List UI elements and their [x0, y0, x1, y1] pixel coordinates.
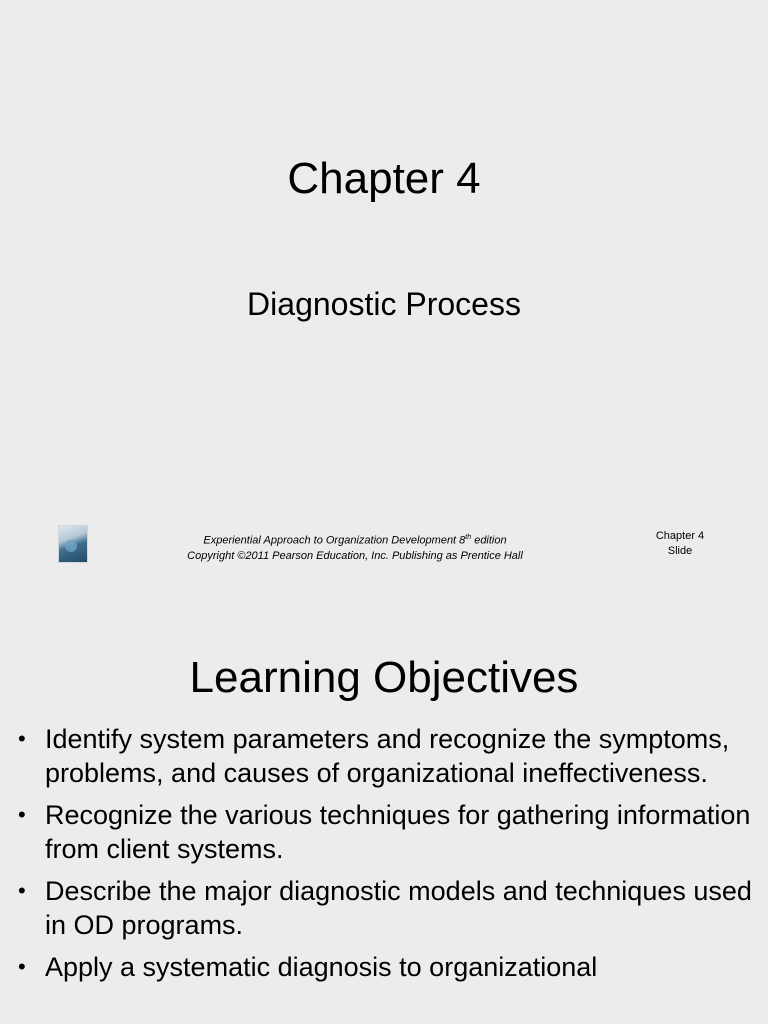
slide-title-heading: Chapter 4 — [287, 154, 481, 203]
footer-slide-label: Slide — [667, 545, 693, 557]
footer-citation-sup: th — [465, 534, 472, 541]
footer-citation-text: Experiential Approach to Organization Development 8 — [203, 534, 466, 547]
objective-item — [16, 874, 756, 942]
slide-footer — [0, 525, 768, 570]
footer-citation — [140, 530, 570, 564]
objective-text: Recognize the various techniques for gathering information from client systems. — [45, 800, 751, 864]
bullet-icon: • — [18, 726, 26, 751]
footer-slide-info — [640, 529, 720, 559]
slide-subtitle: Diagnostic Process — [247, 286, 521, 322]
footer-citation-suffix: edition — [471, 534, 507, 547]
book-cover-icon — [58, 525, 88, 563]
objectives-heading: Learning Objectives — [189, 653, 579, 702]
slide-objectives — [0, 630, 768, 1024]
objectives-list — [16, 722, 756, 992]
bullet-icon: • — [18, 878, 26, 903]
objective-text: Identify system parameters and recognize the symptoms, problems, and causes of organizational ineffectiveness. — [45, 724, 730, 788]
footer-copyright: Copyright ©2011 Pearson Education, Inc. Publishing as Prentice Hall — [187, 549, 523, 562]
objective-item — [16, 950, 756, 984]
footer-citation-line1 — [140, 530, 570, 549]
footer-chapter-label: Chapter 4 — [655, 530, 705, 542]
objective-text: Describe the major diagnostic models and techniques used in OD programs. — [45, 876, 752, 940]
objective-item — [16, 798, 756, 866]
objective-text: Apply a systematic diagnosis to organizational — [45, 952, 598, 982]
bullet-icon: • — [18, 802, 26, 827]
bullet-icon: • — [18, 954, 26, 979]
objective-item — [16, 722, 756, 790]
